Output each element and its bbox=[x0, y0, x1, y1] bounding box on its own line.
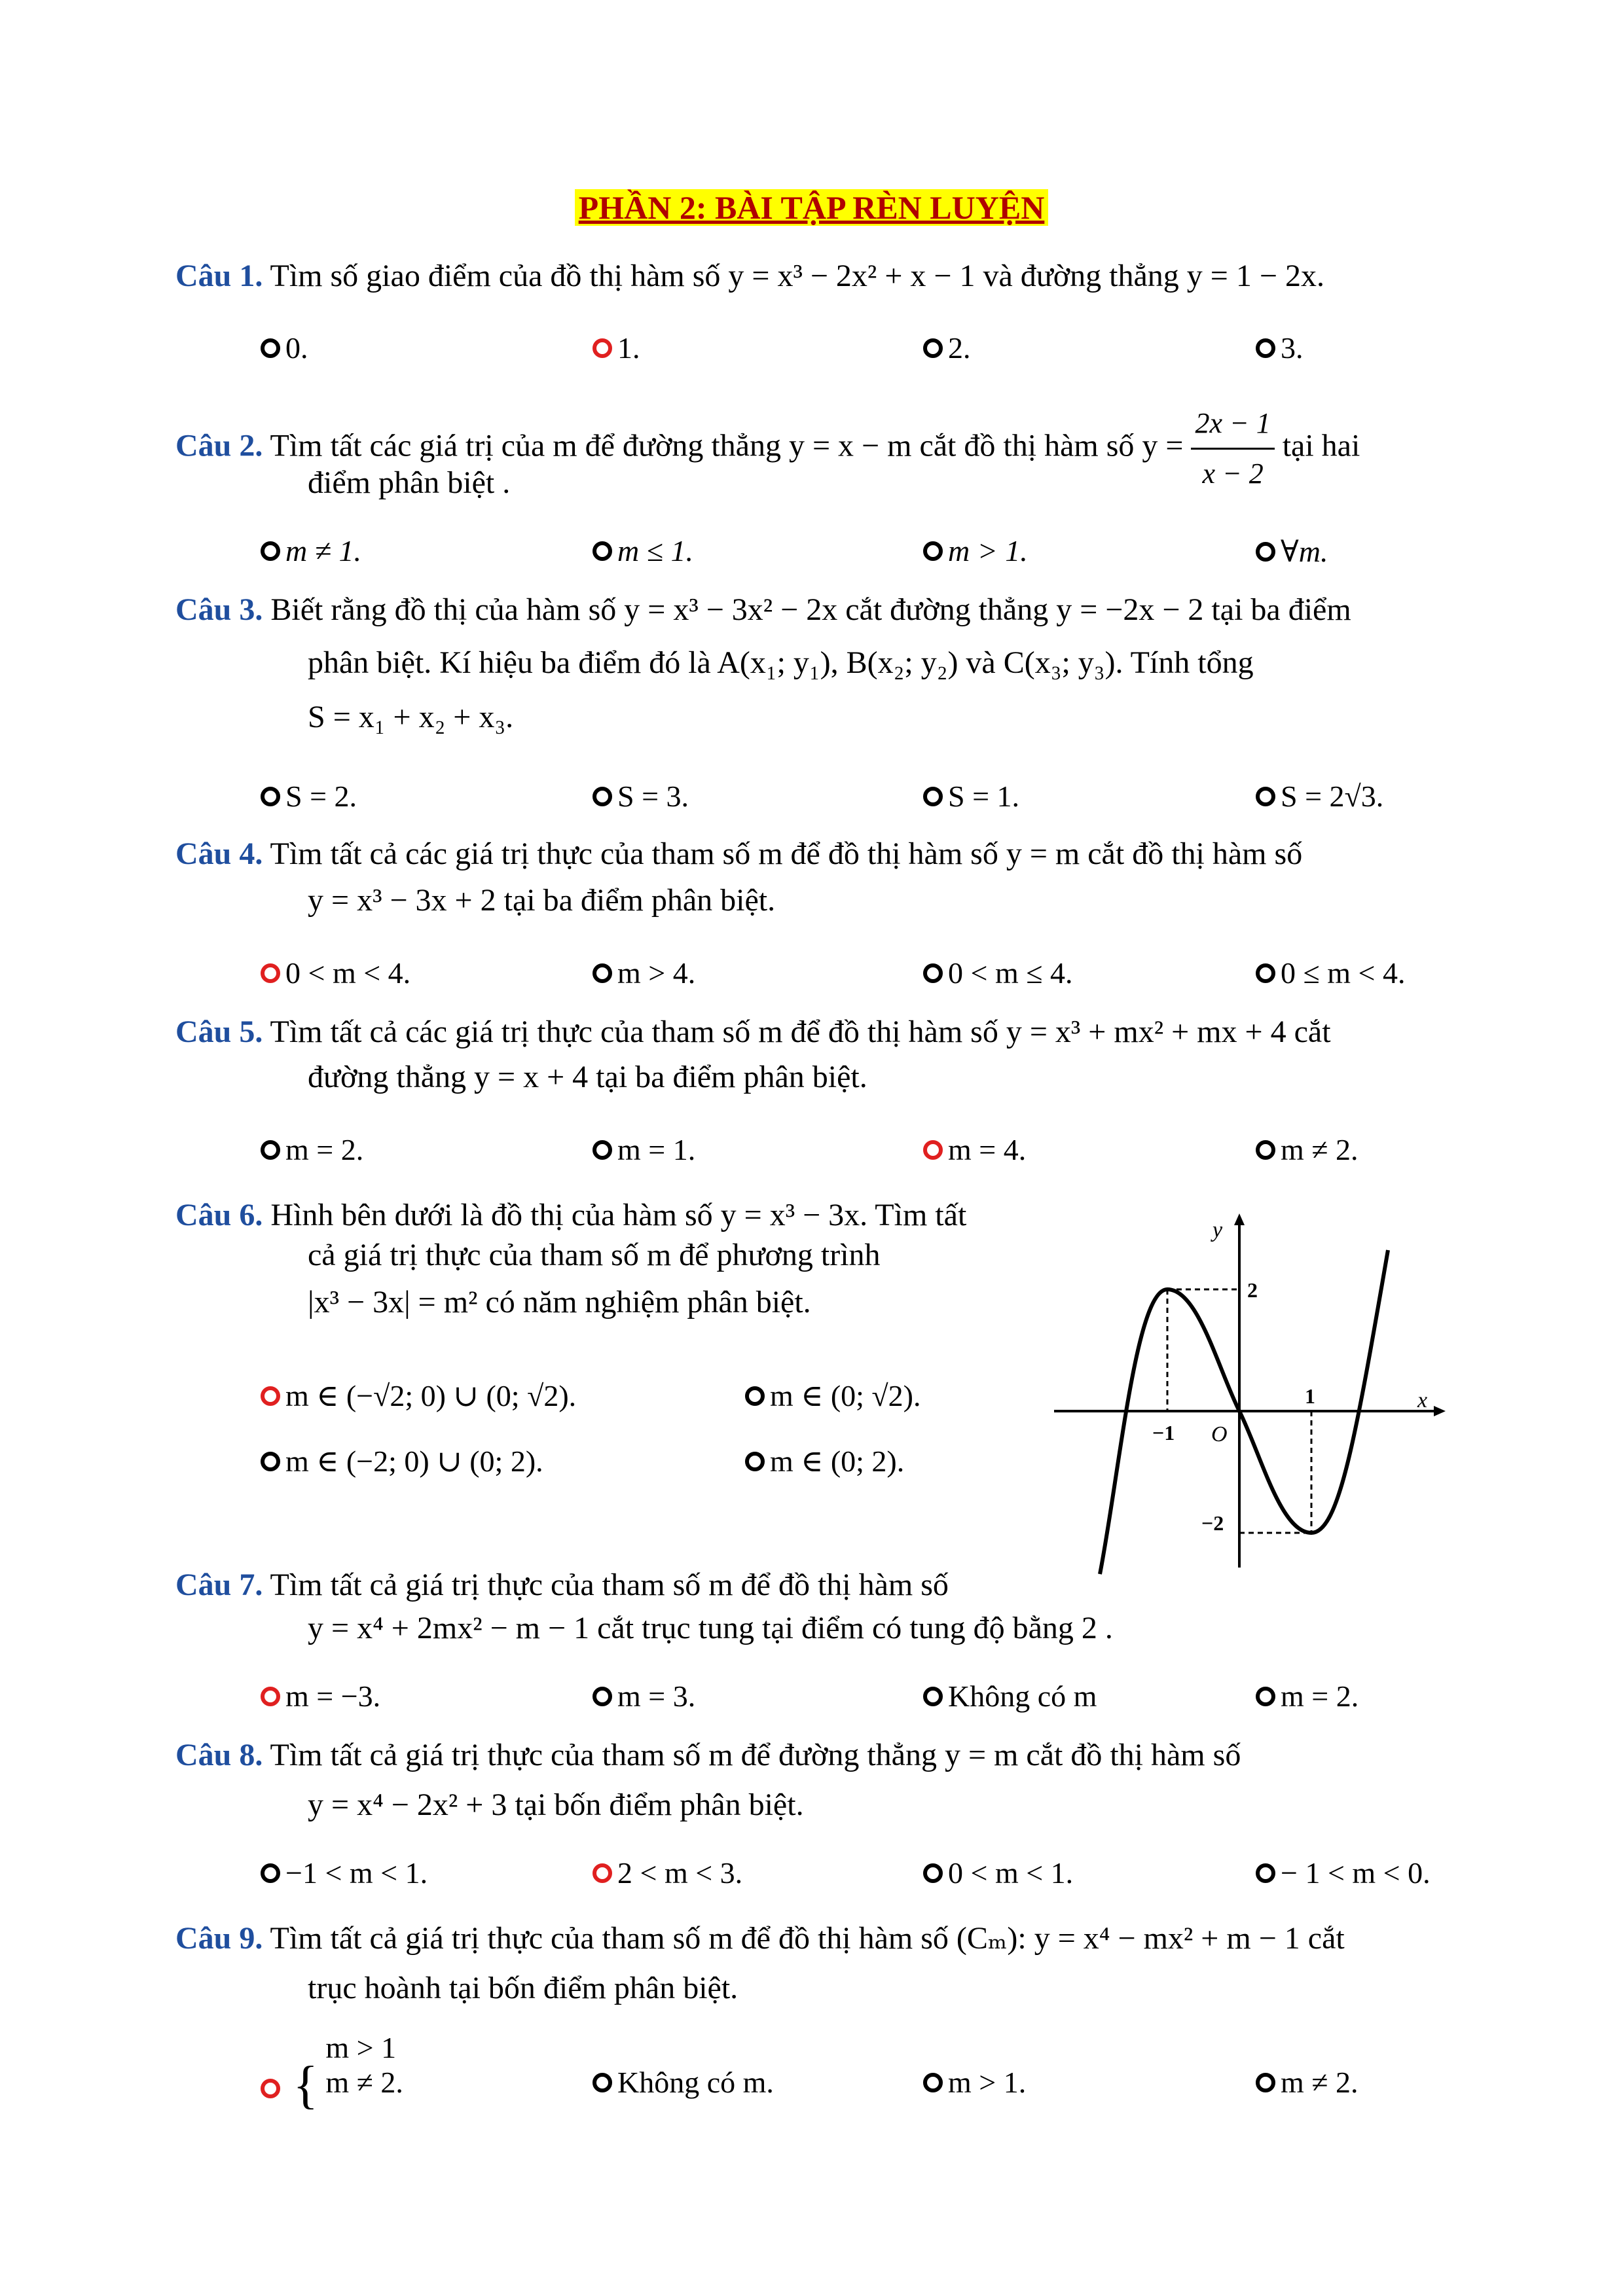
option-b[interactable]: m ≤ 1. bbox=[593, 533, 693, 568]
option-circle-icon bbox=[261, 541, 280, 561]
question-text: Tìm tất cả các giá trị thực của tham số m để đồ thị hàm số y = x³ + mx² + mx + 4 cắt bbox=[270, 1014, 1331, 1049]
option-circle-icon bbox=[261, 1386, 280, 1406]
option-a[interactable]: m = 2. bbox=[261, 1132, 363, 1167]
tick-y-neg2: −2 bbox=[1201, 1511, 1224, 1535]
question-label: Câu 1. bbox=[175, 259, 263, 293]
option-circle-icon bbox=[261, 338, 280, 358]
option-circle-icon bbox=[1256, 963, 1275, 983]
question-text: Tìm tất cả các giá trị thực của tham số m để đồ thị hàm số y = m cắt đồ thị hàm số bbox=[270, 836, 1303, 871]
question-3 bbox=[175, 586, 1351, 634]
option-a[interactable]: −1 < m < 1. bbox=[261, 1856, 428, 1890]
question-6 bbox=[175, 1191, 966, 1240]
option-c[interactable]: 0 < m < 1. bbox=[923, 1856, 1073, 1890]
question-8 bbox=[175, 1731, 1241, 1780]
option-a[interactable]: S = 2. bbox=[261, 779, 357, 814]
option-d[interactable]: − 1 < m < 0. bbox=[1256, 1856, 1431, 1890]
question-label: Câu 8. bbox=[175, 1738, 263, 1772]
question-label: Câu 2. bbox=[175, 428, 263, 463]
option-b[interactable]: 1. bbox=[593, 331, 640, 365]
question-5-line-2: đường thẳng y = x + 4 tại ba điểm phân biệt. bbox=[308, 1060, 867, 1094]
question-label: Câu 3. bbox=[175, 592, 263, 627]
y-axis-label: y bbox=[1213, 1218, 1223, 1242]
option-circle-icon bbox=[923, 541, 943, 561]
option-c[interactable]: S = 1. bbox=[923, 779, 1019, 814]
option-circle-icon bbox=[1256, 542, 1275, 562]
question-9 bbox=[175, 1914, 1345, 1963]
cubic-function-graph bbox=[1041, 1211, 1447, 1577]
option-circle-icon bbox=[261, 1140, 280, 1160]
option-b[interactable]: S = 3. bbox=[593, 779, 689, 814]
option-circle-icon bbox=[261, 1452, 280, 1471]
fraction: $\frac{2x - 1}{x - 2}$ bbox=[1191, 399, 1274, 498]
option-c[interactable]: 2. bbox=[923, 331, 971, 365]
question-text: Tìm tất cả giá trị thực của tham số m để đồ thị hàm số bbox=[270, 1568, 949, 1602]
question-label: Câu 9. bbox=[175, 1921, 263, 1956]
option-a[interactable]: 0 < m < 4. bbox=[261, 956, 410, 990]
option-d[interactable]: ∀m. bbox=[1256, 533, 1328, 569]
question-label: Câu 5. bbox=[175, 1014, 263, 1049]
question-text: Hình bên dưới là đồ thị của hàm số y = x³ − 3x. Tìm tất bbox=[270, 1198, 967, 1232]
option-b[interactable]: m = 3. bbox=[593, 1679, 695, 1713]
option-circle-icon bbox=[1256, 338, 1275, 358]
question-4 bbox=[175, 830, 1302, 878]
option-circle-icon bbox=[923, 1140, 943, 1160]
option-circle-icon bbox=[745, 1452, 765, 1471]
question-6-line-2: cả giá trị thực của tham số m để phương trình bbox=[308, 1238, 881, 1272]
question-7 bbox=[175, 1561, 949, 1609]
option-d[interactable]: 0 ≤ m < 4. bbox=[1256, 956, 1405, 990]
question-2-line-2: điểm phân biệt . bbox=[308, 465, 511, 500]
option-circle-icon bbox=[923, 1687, 943, 1706]
option-b[interactable]: Không có m. bbox=[593, 2065, 774, 2100]
option-b[interactable]: m ∈ (0; √2). bbox=[745, 1378, 921, 1413]
question-text: Tìm tất cả giá trị thực của tham số m để đồ thị hàm số (Cₘ): y = x⁴ − mx² + m − 1 cắt bbox=[270, 1921, 1345, 1956]
tick-x-1: 1 bbox=[1305, 1384, 1315, 1408]
y-axis-arrow bbox=[1234, 1213, 1245, 1225]
option-b[interactable]: m > 4. bbox=[593, 956, 695, 990]
option-circle-icon bbox=[1256, 787, 1275, 806]
option-circle-icon bbox=[593, 338, 612, 358]
question-label: Câu 6. bbox=[175, 1198, 263, 1232]
option-circle-icon bbox=[1256, 1140, 1275, 1160]
option-circle-icon bbox=[745, 1386, 765, 1406]
option-circle-icon bbox=[1256, 2073, 1275, 2092]
question-label: Câu 4. bbox=[175, 836, 263, 871]
option-a[interactable]: m = −3. bbox=[261, 1679, 380, 1713]
question-label: Câu 7. bbox=[175, 1568, 263, 1602]
option-d[interactable]: m ≠ 2. bbox=[1256, 1132, 1359, 1167]
option-circle-icon bbox=[1256, 1687, 1275, 1706]
option-a[interactable]: m ∈ (−√2; 0) ∪ (0; √2). bbox=[261, 1378, 576, 1413]
option-d[interactable]: 3. bbox=[1256, 331, 1304, 365]
option-circle-icon bbox=[593, 1140, 612, 1160]
question-9-line-2: trục hoành tại bốn điểm phân biệt. bbox=[308, 1971, 739, 2005]
question-text: Biết rằng đồ thị của hàm số y = x³ − 3x² − 2x cắt đường thẳng y = −2x − 2 tại ba điểm bbox=[270, 592, 1351, 627]
option-d[interactable]: m ≠ 2. bbox=[1256, 2065, 1359, 2100]
question-text: Tìm số giao điểm của đồ thị hàm số y = x³ − 2x² + x − 1 và đường thẳng y = 1 − 2x. bbox=[270, 259, 1324, 293]
option-d[interactable]: m ∈ (0; 2). bbox=[745, 1443, 904, 1479]
option-circle-icon bbox=[1256, 1863, 1275, 1883]
option-circle-icon bbox=[261, 963, 280, 983]
option-circle-icon bbox=[593, 1863, 612, 1883]
option-circle-icon bbox=[261, 1687, 280, 1706]
system-of-conditions: m > 1 m ≠ 2. bbox=[325, 2031, 403, 2100]
option-c[interactable]: 0 < m ≤ 4. bbox=[923, 956, 1072, 990]
option-c[interactable]: m ∈ (−2; 0) ∪ (0; 2). bbox=[261, 1443, 543, 1479]
question-text-end: tại hai bbox=[1282, 428, 1360, 463]
option-c[interactable]: m = 4. bbox=[923, 1132, 1026, 1167]
question-text: Tìm tất cả giá trị thực của tham số m để đường thẳng y = m cắt đồ thị hàm số bbox=[270, 1738, 1241, 1772]
question-8-line-2: y = x⁴ − 2x² + 3 tại bốn điểm phân biệt. bbox=[308, 1787, 804, 1822]
option-circle-icon bbox=[593, 963, 612, 983]
question-7-line-2: y = x⁴ + 2mx² − m − 1 cắt trục tung tại điểm có tung độ bằng 2 . bbox=[308, 1611, 1113, 1645]
option-circle-icon bbox=[593, 541, 612, 561]
option-b[interactable]: 2 < m < 3. bbox=[593, 1856, 742, 1890]
question-3-line-2: phân biệt. Kí hiệu ba điểm đó là A(x₁; y₁), B(x₂; y₂) và C(x₃; y₃). Tính tổng bbox=[308, 645, 1254, 680]
question-6-line-3: |x³ − 3x| = m² có năm nghiệm phân biệt. bbox=[308, 1285, 811, 1319]
option-c[interactable]: m > 1. bbox=[923, 533, 1028, 568]
origin-label: O bbox=[1211, 1422, 1228, 1446]
option-circle-icon bbox=[593, 787, 612, 806]
question-text: Tìm tất các giá trị của m để đường thẳng y = x − m cắt đồ thị hàm số bbox=[270, 428, 1135, 463]
question-4-line-2: y = x³ − 3x + 2 tại ba điểm phân biệt. bbox=[308, 883, 776, 918]
option-circle-icon bbox=[923, 338, 943, 358]
option-circle-icon bbox=[261, 2079, 280, 2098]
question-3-line-3: S = x₁ + x₂ + x₃. bbox=[308, 700, 514, 734]
option-circle-icon bbox=[923, 1863, 943, 1883]
option-d[interactable]: S = 2√3. bbox=[1256, 779, 1383, 814]
option-a[interactable]: 0. bbox=[261, 331, 308, 365]
option-circle-icon bbox=[261, 1863, 280, 1883]
option-circle-icon bbox=[923, 2073, 943, 2092]
option-circle-icon bbox=[923, 787, 943, 806]
option-b[interactable]: m = 1. bbox=[593, 1132, 695, 1167]
option-c[interactable]: m > 1. bbox=[923, 2065, 1026, 2100]
question-1 bbox=[175, 252, 1324, 300]
tick-x-neg1: −1 bbox=[1152, 1421, 1175, 1444]
option-a[interactable] bbox=[261, 2031, 403, 2114]
option-circle-icon bbox=[593, 2073, 612, 2092]
fraction-prefix: y = bbox=[1142, 428, 1184, 463]
question-5 bbox=[175, 1008, 1331, 1056]
option-c[interactable]: Không có m bbox=[923, 1679, 1097, 1713]
option-a[interactable]: m ≠ 1. bbox=[261, 533, 361, 568]
option-circle-icon bbox=[923, 963, 943, 983]
section-title: PHẦN 2: BÀI TẬP RÈN LUYỆN bbox=[0, 188, 1623, 226]
x-axis-arrow bbox=[1434, 1406, 1446, 1416]
tick-y-2: 2 bbox=[1247, 1278, 1258, 1302]
option-circle-icon bbox=[261, 787, 280, 806]
brace-icon: { bbox=[293, 2056, 318, 2114]
x-axis-label: x bbox=[1417, 1388, 1428, 1412]
option-circle-icon bbox=[593, 1687, 612, 1706]
option-d[interactable]: m = 2. bbox=[1256, 1679, 1359, 1713]
